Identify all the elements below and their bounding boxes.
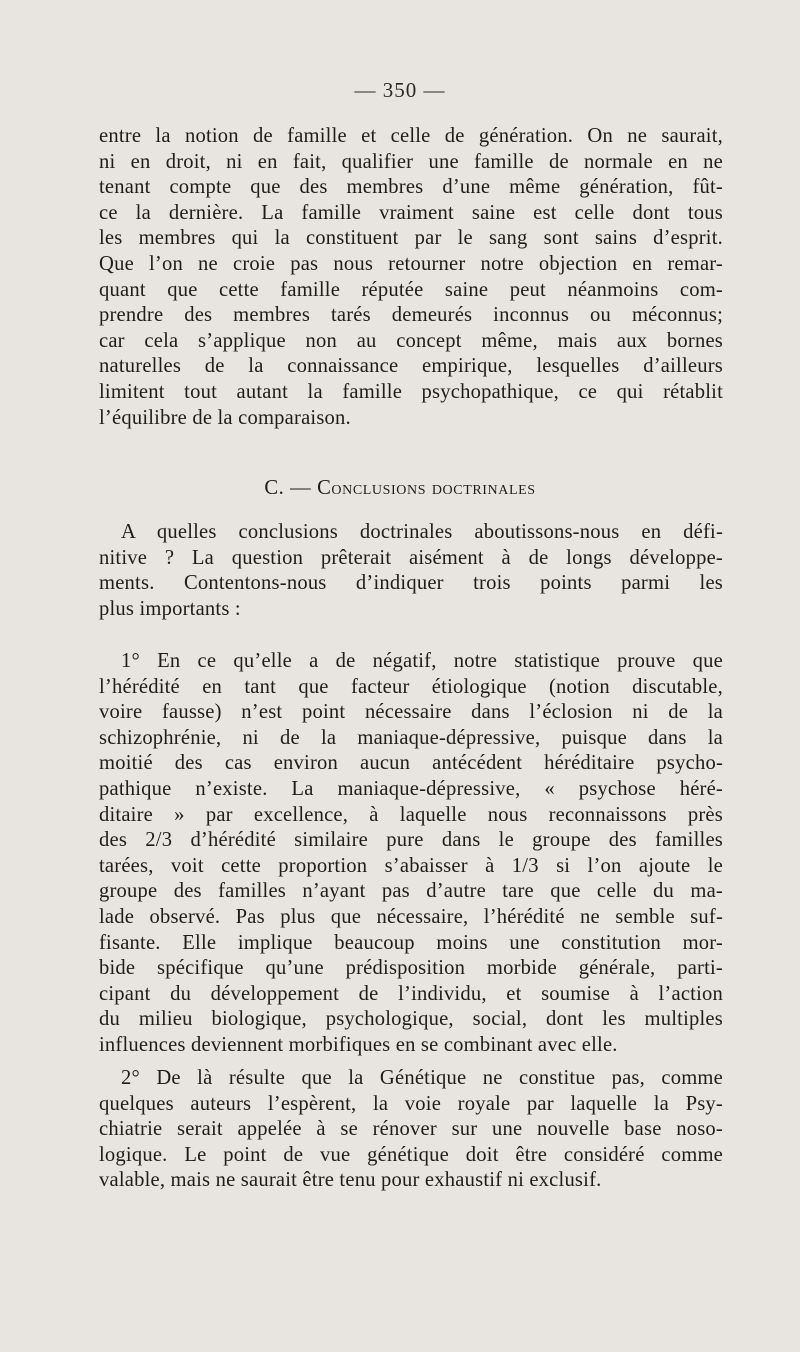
text-line: ments. Contentons-nous d’indiquer trois points parmi les bbox=[99, 572, 723, 595]
text-line: pathique n’existe. La maniaque-dépressive, « psychose héré- bbox=[99, 777, 723, 800]
text-line: ce la dernière. La famille vraiment saine est celle dont tous bbox=[99, 201, 723, 224]
text-line: car cela s’applique non au concept même, mais aux bornes bbox=[99, 329, 723, 352]
text-line: A quelles conclusions doctrinales aboutissons-nous en défi- bbox=[121, 521, 723, 543]
text-line: plus importants : bbox=[99, 597, 241, 620]
text-line: quelques auteurs l’espèrent, la voie royale par laquelle la Psy- bbox=[99, 1092, 723, 1115]
text-line: prendre des membres tarés demeurés inconnus ou méconnus; bbox=[99, 304, 723, 327]
text-line: les membres qui la constituent par le sang sont sains d’esprit. bbox=[99, 227, 723, 250]
text-line: voire fausse) n’est point nécessaire dans l’éclosion ni de la bbox=[99, 701, 723, 724]
paragraph-continuation bbox=[99, 124, 723, 431]
paragraph-point-1 bbox=[99, 649, 723, 1059]
text-line: groupe des familles n’ayant pas d’autre tare que celle du ma- bbox=[99, 880, 723, 903]
text-line: naturelles de la connaissance empirique, lesquelles d’ailleurs bbox=[99, 355, 723, 378]
text-line: logique. Le point de vue génétique doit être considéré comme bbox=[99, 1143, 723, 1166]
text-line: moitié des cas environ aucun antécédent héréditaire psycho- bbox=[99, 752, 723, 775]
text-line: tarées, voit cette proportion s’abaisser à 1/3 si l’on ajoute le bbox=[99, 854, 723, 877]
section-heading: C. — Conclusions doctrinales bbox=[264, 477, 536, 499]
text-line: nitive ? La question prêterait aisément à de longs développe- bbox=[99, 546, 723, 569]
text-line: du milieu biologique, psychologique, social, dont les multiples bbox=[99, 1008, 723, 1031]
text-line: des 2/3 d’hérédité similaire pure dans le groupe des familles bbox=[99, 829, 723, 852]
text-line: l’hérédité en tant que facteur étiologique (notion discutable, bbox=[99, 675, 723, 698]
text-line: ditaire » par excellence, à laquelle nous reconnaissons près bbox=[99, 803, 723, 826]
text-line: influences deviennent morbifiques en se combinant avec elle. bbox=[99, 1033, 618, 1056]
text-line: Que l’on ne croie pas nous retourner notre objection en remar- bbox=[99, 252, 723, 275]
text-line: schizophrénie, ni de la maniaque-dépressive, puisque dans la bbox=[99, 726, 723, 749]
paragraph-point-2 bbox=[99, 1066, 723, 1194]
text-line: quant que cette famille réputée saine peut néanmoins com- bbox=[99, 278, 723, 301]
text-line: cipant du développement de l’individu, et soumise à l’action bbox=[99, 982, 723, 1005]
text-line: bide spécifique qu’une prédisposition morbide générale, parti- bbox=[99, 957, 723, 980]
text-line: lade observé. Pas plus que nécessaire, l’hérédité ne semble suf- bbox=[99, 905, 723, 928]
text-line: limitent tout autant la famille psychopathique, ce qui rétablit bbox=[99, 380, 723, 403]
text-line: entre la notion de famille et celle de génération. On ne saurait, bbox=[99, 125, 723, 147]
paragraph-intro bbox=[99, 520, 723, 622]
page-number: — 350 — bbox=[354, 78, 446, 102]
text-line: 2° De là résulte que la Génétique ne constitue pas, comme bbox=[121, 1067, 723, 1089]
text-line: 1° En ce qu’elle a de négatif, notre statistique prouve que bbox=[121, 650, 723, 672]
text-line: ni en droit, ni en fait, qualifier une famille de normale en ne bbox=[99, 150, 723, 173]
text-line: l’équilibre de la comparaison. bbox=[99, 406, 351, 429]
text-line: chiatrie serait appelée à se rénover sur une nouvelle base noso- bbox=[99, 1118, 723, 1141]
text-line: tenant compte que des membres d’une même génération, fût- bbox=[99, 176, 723, 199]
text-line: fisante. Elle implique beaucoup moins une constitution mor- bbox=[99, 931, 723, 954]
text-line: valable, mais ne saurait être tenu pour exhaustif ni exclusif. bbox=[99, 1169, 602, 1192]
